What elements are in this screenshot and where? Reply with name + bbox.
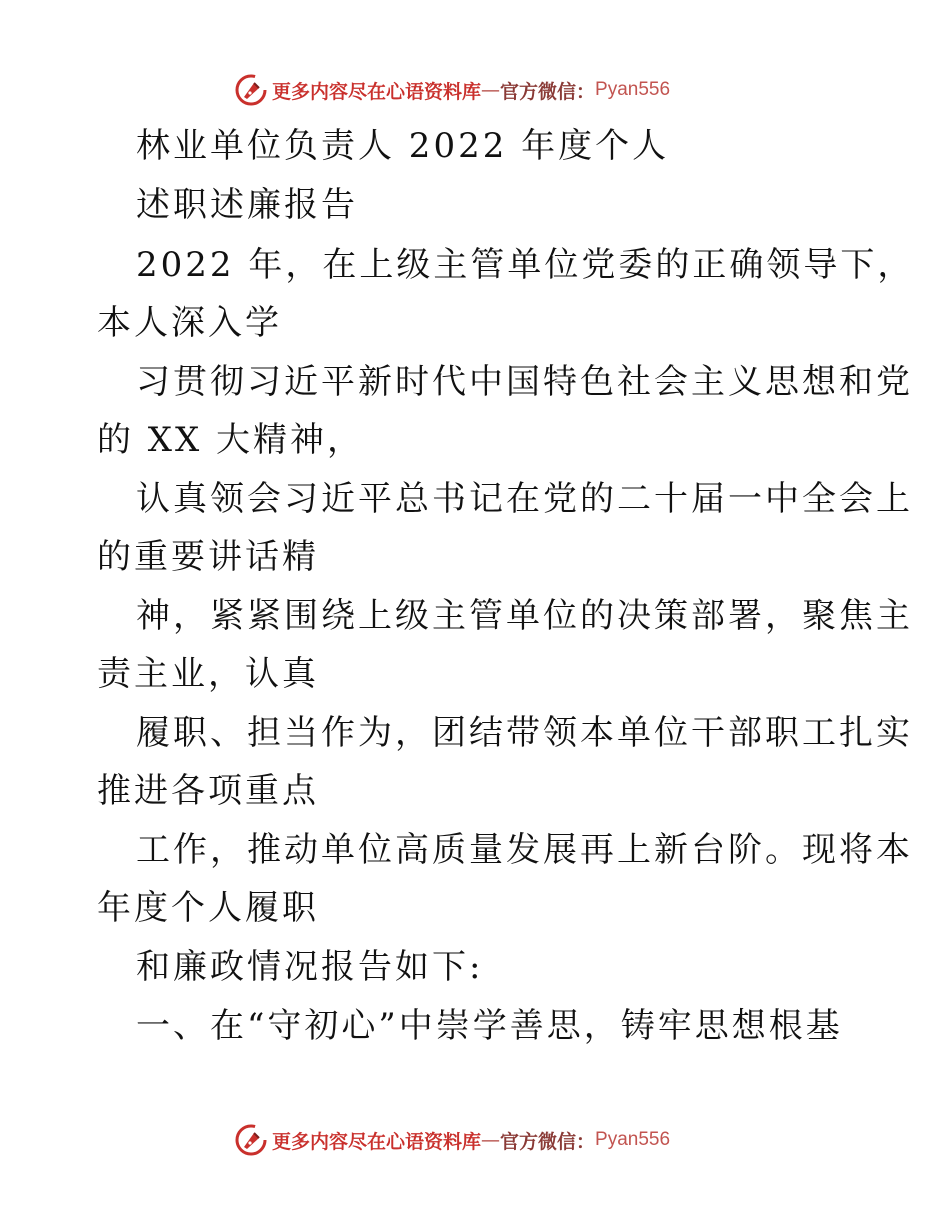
pen-nib-logo-icon (234, 73, 268, 107)
paragraph-line: 的重要讲话精 (97, 537, 319, 577)
paragraph-line: 推进各项重点 (97, 771, 319, 811)
paragraph-line: 习贯彻习近平新时代中国特色社会主义思想和党 (136, 362, 913, 402)
paragraph-line: 神，紧紧围绕上级主管单位的决策部署，聚焦主 (136, 596, 913, 636)
watermark-wechat-id: Pyan556 (595, 79, 671, 100)
paragraph-line: 2022 年，在上级主管单位党委的正确领导下， (136, 245, 915, 285)
paragraph-line: 履职、担当作为，团结带领本单位干部职工扎实 (136, 713, 913, 753)
document-title-line-2: 述职述廉报告 (136, 185, 358, 225)
document-title-line-1: 林业单位负责人 2022 年度个人 (136, 126, 670, 166)
watermark-wechat-label: 官方微信： (500, 1130, 596, 1153)
paragraph-line: 的 XX 大精神， (97, 420, 365, 460)
footer-watermark (234, 1122, 670, 1158)
watermark-wechat-label: 官方微信： (500, 80, 596, 103)
watermark-main-text: 更多内容尽在心语资料库 (272, 80, 482, 103)
paragraph-line: 本人深入学 (97, 303, 282, 343)
paragraph-line: 年度个人履职 (97, 888, 319, 928)
pen-nib-logo-icon (234, 1123, 268, 1157)
watermark-wechat-id: Pyan556 (595, 1129, 671, 1150)
watermark-main-text: 更多内容尽在心语资料库 (272, 1130, 482, 1153)
paragraph-line: 工作，推动单位高质量发展再上新台阶。现将本 (136, 830, 913, 870)
section-heading: 一、在“守初心”中崇学善思，铸牢思想根基 (136, 1006, 843, 1046)
paragraph-line: 认真领会习近平总书记在党的二十届一中全会上 (136, 479, 913, 519)
paragraph-line: 和廉政情况报告如下: (136, 947, 484, 987)
paragraph-line: 责主业，认真 (97, 654, 319, 694)
watermark-dash: — (481, 1129, 501, 1151)
watermark-dash: — (481, 79, 501, 101)
header-watermark (234, 72, 670, 108)
